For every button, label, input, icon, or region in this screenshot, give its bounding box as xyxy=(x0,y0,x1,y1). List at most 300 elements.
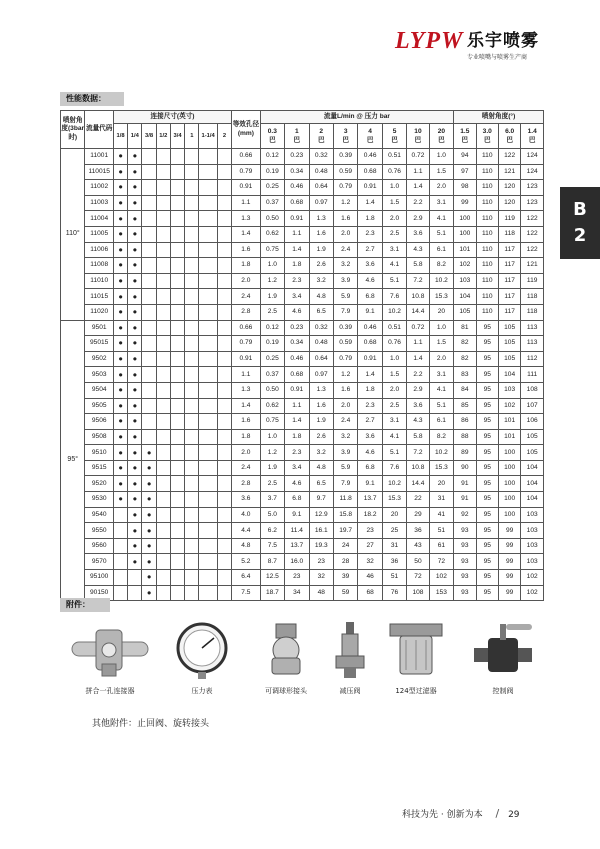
connection-mark-cell xyxy=(142,289,156,305)
spray-angle-cell: 108 xyxy=(521,382,544,398)
spray-angle-cell: 122 xyxy=(498,149,520,165)
spray-angle-cell: 82 xyxy=(454,351,476,367)
flow-value-cell: 6.8 xyxy=(358,289,382,305)
accessory-item xyxy=(328,620,372,705)
connection-mark-cell xyxy=(217,320,231,336)
flow-value-cell: 1.4 xyxy=(285,242,309,258)
spray-angle-cell: 124 xyxy=(521,164,544,180)
connection-mark-cell: ● xyxy=(128,445,142,461)
flow-code-cell: 9502 xyxy=(85,351,114,367)
connection-mark-cell xyxy=(156,320,170,336)
orifice-cell: 0.66 xyxy=(232,320,261,336)
connection-mark-cell xyxy=(185,554,199,570)
connection-mark-cell xyxy=(185,492,199,508)
flow-value-cell: 2.0 xyxy=(382,211,406,227)
orifice-cell: 2.4 xyxy=(232,460,261,476)
flow-value-cell: 16.1 xyxy=(309,523,333,539)
spray-angle-cell: 100 xyxy=(454,226,476,242)
flow-value-cell: 28 xyxy=(333,554,357,570)
spray-angle-cell: 110 xyxy=(476,149,498,165)
flow-code-cell: 9530 xyxy=(85,492,114,508)
spray-angle-cell: 121 xyxy=(498,164,520,180)
split-eyelet-connector-icon xyxy=(68,620,152,680)
spray-angle-cell: 99 xyxy=(498,523,520,539)
flow-value-cell: 7.2 xyxy=(407,273,429,289)
flow-value-cell: 6.5 xyxy=(309,304,333,320)
spray-angle-cell: 88 xyxy=(454,429,476,445)
spray-angle-cell: 123 xyxy=(521,195,544,211)
connection-mark-cell xyxy=(199,195,217,211)
table-subheader-row xyxy=(61,124,544,149)
connection-mark-cell xyxy=(199,523,217,539)
table-row xyxy=(61,445,544,461)
connection-mark-cell xyxy=(185,320,199,336)
spray-angle-cell: 90 xyxy=(454,460,476,476)
connection-mark-cell xyxy=(156,554,170,570)
flow-value-cell: 1.6 xyxy=(333,211,357,227)
spray-angle-cell: 117 xyxy=(498,273,520,289)
accessory-item xyxy=(472,620,534,705)
connection-mark-cell xyxy=(142,320,156,336)
flow-value-cell: 50 xyxy=(407,554,429,570)
flow-value-cell: 25 xyxy=(382,523,406,539)
header-spray-angle: 喷射角度(°) xyxy=(454,111,544,124)
flow-value-cell: 9.1 xyxy=(285,507,309,523)
connection-mark-cell: ● xyxy=(113,242,127,258)
spray-angle-cell: 118 xyxy=(521,289,544,305)
pressure-unit: 巴 xyxy=(342,137,349,144)
flow-value-cell: 1.4 xyxy=(285,414,309,430)
connection-mark-cell xyxy=(170,149,184,165)
connection-mark-cell: ● xyxy=(113,460,127,476)
connection-mark-cell: ● xyxy=(113,273,127,289)
spray-angle-cell: 99 xyxy=(498,570,520,586)
spray-angle-cell: 95 xyxy=(476,523,498,539)
flow-value-cell: 8.7 xyxy=(260,554,284,570)
flow-value-cell: 3.6 xyxy=(358,258,382,274)
flow-value-cell: 6.5 xyxy=(309,476,333,492)
flow-value-cell: 23 xyxy=(358,523,382,539)
flow-value-cell: 0.23 xyxy=(285,320,309,336)
connection-mark-cell: ● xyxy=(128,460,142,476)
connection-mark-cell xyxy=(142,242,156,258)
flow-value-cell: 3.1 xyxy=(429,367,453,383)
connection-mark-cell xyxy=(185,414,199,430)
connection-mark-cell xyxy=(170,226,184,242)
table-row xyxy=(61,570,544,586)
connection-mark-cell xyxy=(185,476,199,492)
connection-mark-cell xyxy=(156,211,170,227)
flow-value-cell: 20 xyxy=(429,476,453,492)
accessory-label: 124型过滤器 xyxy=(395,687,437,695)
flow-value-cell: 4.1 xyxy=(382,258,406,274)
flow-value-cell: 12.5 xyxy=(260,570,284,586)
spray-angle-cell: 112 xyxy=(521,351,544,367)
connection-mark-cell: ● xyxy=(113,336,127,352)
flow-value-cell: 1.0 xyxy=(260,429,284,445)
connection-mark-cell xyxy=(142,382,156,398)
flow-value-cell: 0.75 xyxy=(260,414,284,430)
connection-mark-cell xyxy=(156,164,170,180)
flow-value-cell: 1.0 xyxy=(429,149,453,165)
spray-angle-cell: 82 xyxy=(454,336,476,352)
header-spray-angle-3bar: 喷射角度(3bar时) xyxy=(61,111,85,149)
connection-mark-cell xyxy=(156,226,170,242)
connection-mark-cell: ● xyxy=(128,180,142,196)
flow-value-cell: 29 xyxy=(407,507,429,523)
connection-mark-cell xyxy=(142,414,156,430)
connection-mark-cell xyxy=(113,538,127,554)
flow-code-cell: 11003 xyxy=(85,195,114,211)
connection-mark-cell xyxy=(185,367,199,383)
pressure-unit: 巴 xyxy=(414,137,422,144)
connection-mark-cell xyxy=(217,351,231,367)
header-pressure xyxy=(358,124,382,149)
spray-angle-cell: 100 xyxy=(498,460,520,476)
table-row xyxy=(61,476,544,492)
connection-mark-cell: ● xyxy=(128,164,142,180)
orifice-cell: 0.79 xyxy=(232,164,261,180)
connection-mark-cell xyxy=(156,585,170,601)
header-connection-size: 连接尺寸(英寸) xyxy=(113,111,231,124)
flow-value-cell: 1.6 xyxy=(309,398,333,414)
spray-angle-cell: 117 xyxy=(498,242,520,258)
flow-value-cell: 0.37 xyxy=(260,195,284,211)
flow-value-cell: 0.62 xyxy=(260,226,284,242)
flow-code-cell: 11008 xyxy=(85,258,114,274)
flow-code-cell: 9550 xyxy=(85,523,114,539)
spray-angle-cell: 95 xyxy=(476,570,498,586)
spray-angle-cell: 110 xyxy=(476,304,498,320)
orifice-cell: 1.6 xyxy=(232,414,261,430)
flow-value-cell: 4.8 xyxy=(309,460,333,476)
flow-value-cell: 5.9 xyxy=(333,289,357,305)
flow-value-cell: 1.2 xyxy=(333,367,357,383)
pressure-value: 4 xyxy=(368,128,372,135)
spray-angle-cell: 93 xyxy=(454,538,476,554)
connection-mark-cell xyxy=(142,304,156,320)
flow-value-cell: 2.3 xyxy=(285,445,309,461)
connection-mark-cell: ● xyxy=(142,445,156,461)
spray-angle-cell: 91 xyxy=(454,492,476,508)
connection-mark-cell: ● xyxy=(128,351,142,367)
flow-value-cell: 15.3 xyxy=(429,289,453,305)
flow-code-cell: 11001 xyxy=(85,149,114,165)
spray-angle-cell: 103 xyxy=(521,507,544,523)
page-number: 29 xyxy=(508,810,520,820)
connection-mark-cell xyxy=(170,258,184,274)
flow-value-cell: 0.79 xyxy=(333,351,357,367)
control-valve-icon xyxy=(472,620,534,680)
connection-mark-cell xyxy=(199,180,217,196)
flow-value-cell: 5.1 xyxy=(382,445,406,461)
connection-mark-cell xyxy=(185,289,199,305)
table-row xyxy=(61,351,544,367)
spray-angle-cell: 95 xyxy=(476,398,498,414)
pressure-unit: 巴 xyxy=(391,137,398,144)
connection-mark-cell: ● xyxy=(128,538,142,554)
table-row xyxy=(61,320,544,336)
spray-angle-cell: 89 xyxy=(454,445,476,461)
flow-value-cell: 4.1 xyxy=(382,429,406,445)
connection-mark-cell xyxy=(156,507,170,523)
connection-mark-cell xyxy=(142,429,156,445)
connection-mark-cell: ● xyxy=(113,492,127,508)
table-row xyxy=(61,414,544,430)
connection-mark-cell xyxy=(156,180,170,196)
connection-mark-cell xyxy=(170,429,184,445)
pressure-value: 6.0 xyxy=(505,128,515,135)
flow-value-cell: 1.6 xyxy=(309,226,333,242)
table-row xyxy=(61,429,544,445)
connection-mark-cell: ● xyxy=(142,554,156,570)
spray-angle-cell: 121 xyxy=(521,258,544,274)
group-spray-angle: 110° xyxy=(61,149,85,321)
flow-value-cell: 0.37 xyxy=(260,367,284,383)
spray-angle-cell: 104 xyxy=(521,460,544,476)
spray-angle-cell: 119 xyxy=(498,211,520,227)
table-row xyxy=(61,507,544,523)
connection-mark-cell: ● xyxy=(142,585,156,601)
connection-mark-cell: ● xyxy=(128,320,142,336)
flow-value-cell: 4.1 xyxy=(429,211,453,227)
pressure-unit: 巴 xyxy=(438,137,445,144)
connection-mark-cell xyxy=(113,585,127,601)
connection-mark-cell xyxy=(217,570,231,586)
orifice-cell: 2.8 xyxy=(232,304,261,320)
connection-mark-cell xyxy=(142,180,156,196)
connection-mark-cell: ● xyxy=(113,382,127,398)
flow-value-cell: 1.0 xyxy=(382,180,406,196)
flow-value-cell: 3.9 xyxy=(333,445,357,461)
flow-code-cell: 11020 xyxy=(85,304,114,320)
connection-mark-cell xyxy=(199,149,217,165)
connection-mark-cell: ● xyxy=(128,242,142,258)
flow-value-cell: 1.1 xyxy=(407,336,429,352)
spray-angle-cell: 122 xyxy=(521,226,544,242)
flow-value-cell: 51 xyxy=(429,523,453,539)
flow-value-cell: 2.0 xyxy=(333,226,357,242)
flow-value-cell: 18.2 xyxy=(358,507,382,523)
spray-angle-cell: 91 xyxy=(454,476,476,492)
orifice-cell: 1.8 xyxy=(232,258,261,274)
accessories-section-title: 附件： xyxy=(60,598,110,612)
spray-angle-cell: 110 xyxy=(476,273,498,289)
footer-slogan: 科技为先 · 创新为本 xyxy=(402,810,483,820)
flow-value-cell: 7.5 xyxy=(260,538,284,554)
spray-angle-cell: 84 xyxy=(454,382,476,398)
header-conn-size: 3/4 xyxy=(170,124,184,149)
spray-angle-cell: 95 xyxy=(476,538,498,554)
spray-angle-cell: 95 xyxy=(476,336,498,352)
flow-value-cell: 39 xyxy=(333,570,357,586)
flow-value-cell: 1.3 xyxy=(309,211,333,227)
flow-value-cell: 72 xyxy=(429,554,453,570)
connection-mark-cell xyxy=(185,242,199,258)
table-row xyxy=(61,226,544,242)
group-spray-angle: 95° xyxy=(61,320,85,601)
connection-mark-cell: ● xyxy=(142,460,156,476)
flow-value-cell: 2.2 xyxy=(407,195,429,211)
connection-mark-cell: ● xyxy=(142,570,156,586)
connection-mark-cell: ● xyxy=(128,195,142,211)
spray-angle-cell: 95 xyxy=(476,429,498,445)
spray-angle-cell: 99 xyxy=(498,554,520,570)
connection-mark-cell xyxy=(217,180,231,196)
spray-angle-cell: 107 xyxy=(521,398,544,414)
connection-mark-cell xyxy=(185,538,199,554)
connection-mark-cell: ● xyxy=(113,304,127,320)
flow-value-cell: 1.5 xyxy=(429,336,453,352)
flow-value-cell: 153 xyxy=(429,585,453,601)
spray-angle-cell: 102 xyxy=(498,398,520,414)
spray-angle-cell: 101 xyxy=(498,414,520,430)
flow-value-cell: 4.6 xyxy=(285,304,309,320)
connection-mark-cell xyxy=(199,273,217,289)
connection-mark-cell xyxy=(170,351,184,367)
spray-angle-cell: 99 xyxy=(498,538,520,554)
connection-mark-cell xyxy=(199,258,217,274)
connection-mark-cell xyxy=(199,492,217,508)
flow-value-cell: 0.91 xyxy=(358,180,382,196)
connection-mark-cell: ● xyxy=(128,258,142,274)
connection-mark-cell xyxy=(217,273,231,289)
connection-mark-cell xyxy=(156,523,170,539)
spray-angle-cell: 113 xyxy=(521,320,544,336)
spray-angle-cell: 100 xyxy=(498,507,520,523)
flow-value-cell: 36 xyxy=(407,523,429,539)
flow-value-cell: 1.0 xyxy=(382,351,406,367)
flow-value-cell: 2.5 xyxy=(382,226,406,242)
flow-value-cell: 1.8 xyxy=(285,258,309,274)
table-row xyxy=(61,398,544,414)
connection-mark-cell xyxy=(142,273,156,289)
spray-angle-cell: 103 xyxy=(521,538,544,554)
header-conn-size: 2 xyxy=(217,124,231,149)
connection-mark-cell xyxy=(156,367,170,383)
connection-mark-cell xyxy=(142,336,156,352)
connection-mark-cell xyxy=(170,242,184,258)
connection-mark-cell: ● xyxy=(142,538,156,554)
flow-value-cell: 0.51 xyxy=(382,320,406,336)
flow-value-cell: 0.76 xyxy=(382,164,406,180)
flow-value-cell: 2.0 xyxy=(382,382,406,398)
flow-value-cell: 1.6 xyxy=(333,382,357,398)
header-conn-size: 3/8 xyxy=(142,124,156,149)
flow-value-cell: 0.97 xyxy=(309,195,333,211)
flow-value-cell: 2.6 xyxy=(309,258,333,274)
header-conn-size: 1/2 xyxy=(156,124,170,149)
connection-mark-cell xyxy=(156,492,170,508)
flow-value-cell: 0.48 xyxy=(309,336,333,352)
connection-mark-cell xyxy=(156,476,170,492)
flow-value-cell: 3.2 xyxy=(309,445,333,461)
flow-value-cell: 10.8 xyxy=(407,289,429,305)
flow-value-cell: 2.0 xyxy=(429,180,453,196)
flow-value-cell: 0.59 xyxy=(333,336,357,352)
orifice-cell: 1.4 xyxy=(232,398,261,414)
connection-mark-cell xyxy=(185,273,199,289)
flow-code-cell: 11015 xyxy=(85,289,114,305)
connection-mark-cell xyxy=(156,414,170,430)
spray-angle-cell: 101 xyxy=(498,429,520,445)
flow-value-cell: 0.50 xyxy=(260,382,284,398)
connection-mark-cell: ● xyxy=(113,320,127,336)
spray-angle-cell: 95 xyxy=(476,585,498,601)
table-row xyxy=(61,523,544,539)
flow-value-cell: 2.4 xyxy=(333,242,357,258)
connection-mark-cell xyxy=(170,367,184,383)
orifice-cell: 0.66 xyxy=(232,149,261,165)
connection-mark-cell xyxy=(185,398,199,414)
flow-value-cell: 15.3 xyxy=(382,492,406,508)
flow-code-cell: 9540 xyxy=(85,507,114,523)
accessory-item xyxy=(388,620,444,705)
flow-value-cell: 59 xyxy=(333,585,357,601)
connection-mark-cell: ● xyxy=(128,336,142,352)
flow-value-cell: 72 xyxy=(407,570,429,586)
spray-angle-cell: 93 xyxy=(454,585,476,601)
connection-mark-cell: ● xyxy=(113,258,127,274)
header-flow-code: 流量代码 xyxy=(85,111,114,149)
flow-value-cell: 2.4 xyxy=(333,414,357,430)
spray-angle-cell: 110 xyxy=(476,164,498,180)
table-row xyxy=(61,289,544,305)
connection-mark-cell xyxy=(199,226,217,242)
connection-mark-cell xyxy=(199,242,217,258)
connection-mark-cell xyxy=(217,382,231,398)
flow-value-cell: 0.68 xyxy=(285,195,309,211)
spray-angle-cell: 110 xyxy=(476,180,498,196)
orifice-cell: 5.2 xyxy=(232,554,261,570)
flow-code-cell: 9505 xyxy=(85,398,114,414)
table-row xyxy=(61,382,544,398)
pressure-unit: 巴 xyxy=(366,137,374,144)
table-row xyxy=(61,460,544,476)
flow-value-cell: 15.3 xyxy=(429,460,453,476)
spray-angle-cell: 85 xyxy=(454,398,476,414)
connection-mark-cell xyxy=(185,507,199,523)
connection-mark-cell xyxy=(217,414,231,430)
flow-value-cell: 0.51 xyxy=(382,149,406,165)
flow-value-cell: 12.9 xyxy=(309,507,333,523)
spray-angle-cell: 100 xyxy=(454,211,476,227)
spray-angle-cell: 102 xyxy=(521,585,544,601)
flow-code-cell: 11004 xyxy=(85,211,114,227)
connection-mark-cell xyxy=(217,429,231,445)
flow-code-cell: 9506 xyxy=(85,414,114,430)
spray-angle-cell: 122 xyxy=(521,211,544,227)
spray-angle-cell: 99 xyxy=(454,195,476,211)
connection-mark-cell xyxy=(185,523,199,539)
flow-value-cell: 0.12 xyxy=(260,149,284,165)
spray-angle-cell: 92 xyxy=(454,507,476,523)
connection-mark-cell xyxy=(185,180,199,196)
orifice-cell: 2.8 xyxy=(232,476,261,492)
spray-angle-cell: 117 xyxy=(498,258,520,274)
connection-mark-cell xyxy=(170,492,184,508)
spray-angle-cell: 95 xyxy=(476,460,498,476)
flow-value-cell: 3.1 xyxy=(382,242,406,258)
flow-value-cell: 1.5 xyxy=(382,367,406,383)
flow-value-cell: 0.72 xyxy=(407,149,429,165)
flow-value-cell: 1.8 xyxy=(358,382,382,398)
connection-mark-cell xyxy=(156,538,170,554)
spray-angle-cell: 105 xyxy=(521,429,544,445)
connection-mark-cell: ● xyxy=(128,289,142,305)
flow-code-cell: 9560 xyxy=(85,538,114,554)
pressure-unit: 巴 xyxy=(293,137,301,144)
